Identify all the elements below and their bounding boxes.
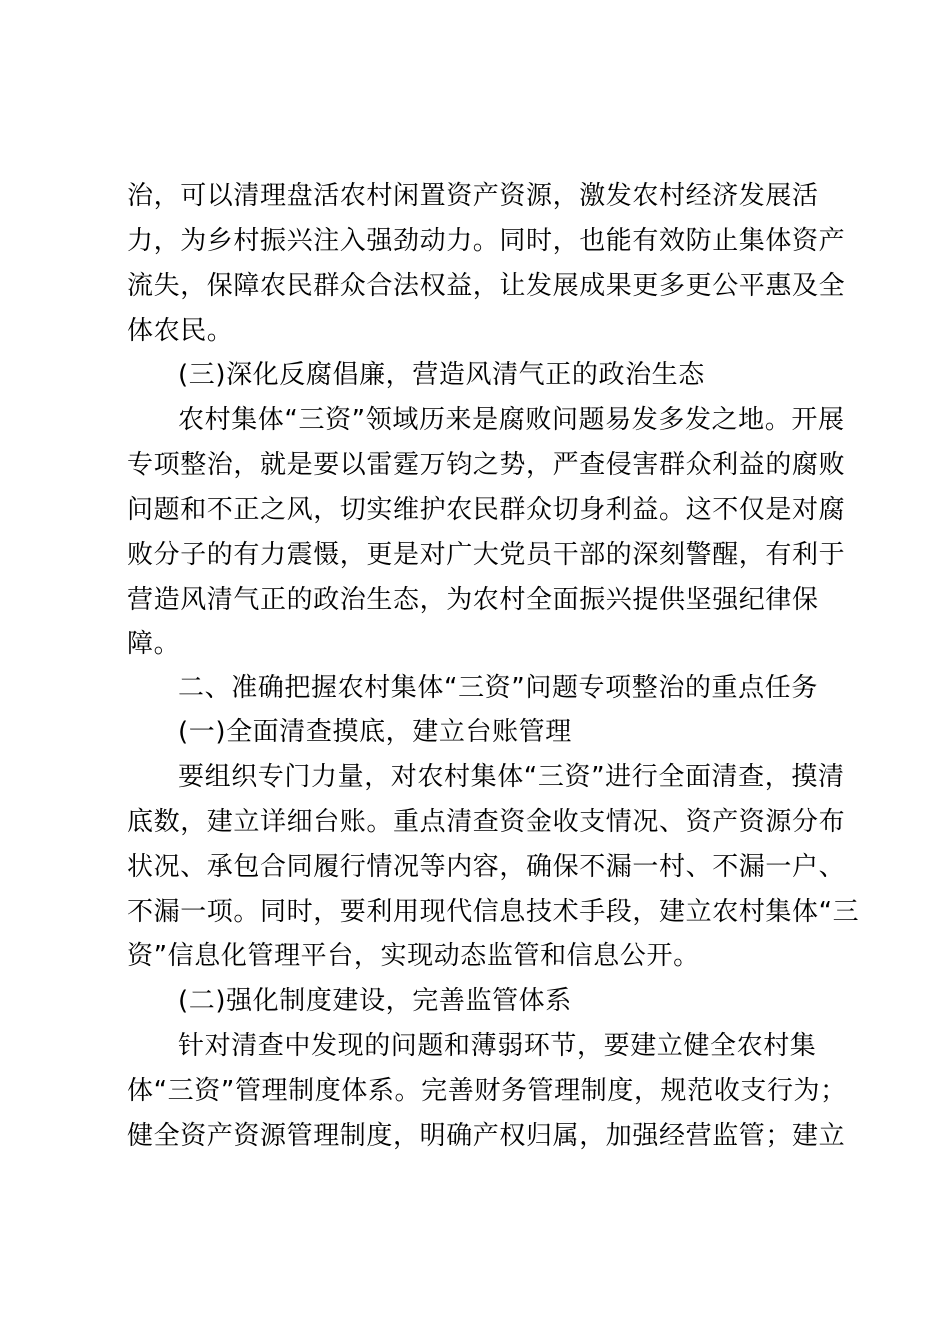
paragraph-first-line: 要组织专门力量，对农村集体“三资”进行全面清查，摸清: [178, 762, 845, 792]
text-line: 体农民。: [127, 316, 234, 346]
text-line: 败分子的有力震慑，更是对广大党员干部的深刻警醒，有利于: [127, 540, 846, 570]
chapter-heading: 二、准确把握农村集体“三资”问题专项整治的重点任务: [178, 673, 818, 703]
text-line: 营造风清气正的政治生态，为农村全面振兴提供坚强纪律保: [127, 585, 819, 615]
text-line: 治，可以清理盘活农村闲置资产资源，激发农村经济发展活: [127, 181, 819, 211]
text-line: 资”信息化管理平台，实现动态监管和信息公开。: [127, 941, 700, 971]
section-heading: (一)全面清查摸底，建立台账管理: [178, 717, 572, 747]
text-line: 力，为乡村振兴注入强劲动力。同时，也能有效防止集体资产: [127, 226, 846, 256]
text-line: 体“三资”管理制度体系。完善财务管理制度，规范收支行为；: [127, 1076, 847, 1106]
text-line: 状况、承包合同履行情况等内容，确保不漏一村、不漏一户、: [127, 852, 846, 882]
text-line: 问题和不正之风，切实维护农民群众切身利益。这不仅是对腐: [127, 495, 846, 525]
text-line: 健全资产资源管理制度，明确产权归属，加强经营监管；建立: [127, 1121, 846, 1151]
text-line: 障。: [127, 629, 181, 659]
text-line: 底数，建立详细台账。重点清查资金收支情况、资产资源分布: [127, 807, 846, 837]
section-heading: (三)深化反腐倡廉，营造风清气正的政治生态: [178, 360, 705, 390]
section-heading: (二)强化制度建设，完善监管体系: [178, 986, 572, 1016]
text-line: 流失，保障农民群众合法权益，让发展成果更多更公平惠及全: [127, 271, 846, 301]
paragraph-first-line: 针对清查中发现的问题和薄弱环节，要建立健全农村集: [178, 1031, 817, 1061]
paragraph-first-line: 农村集体“三资”领域历来是腐败问题易发多发之地。开展: [178, 405, 845, 435]
text-line: 专项整治，就是要以雷霆万钧之势，严查侵害群众利益的腐败: [127, 450, 846, 480]
text-line: 不漏一项。同时，要利用现代信息技术手段，建立农村集体“三: [127, 897, 860, 927]
